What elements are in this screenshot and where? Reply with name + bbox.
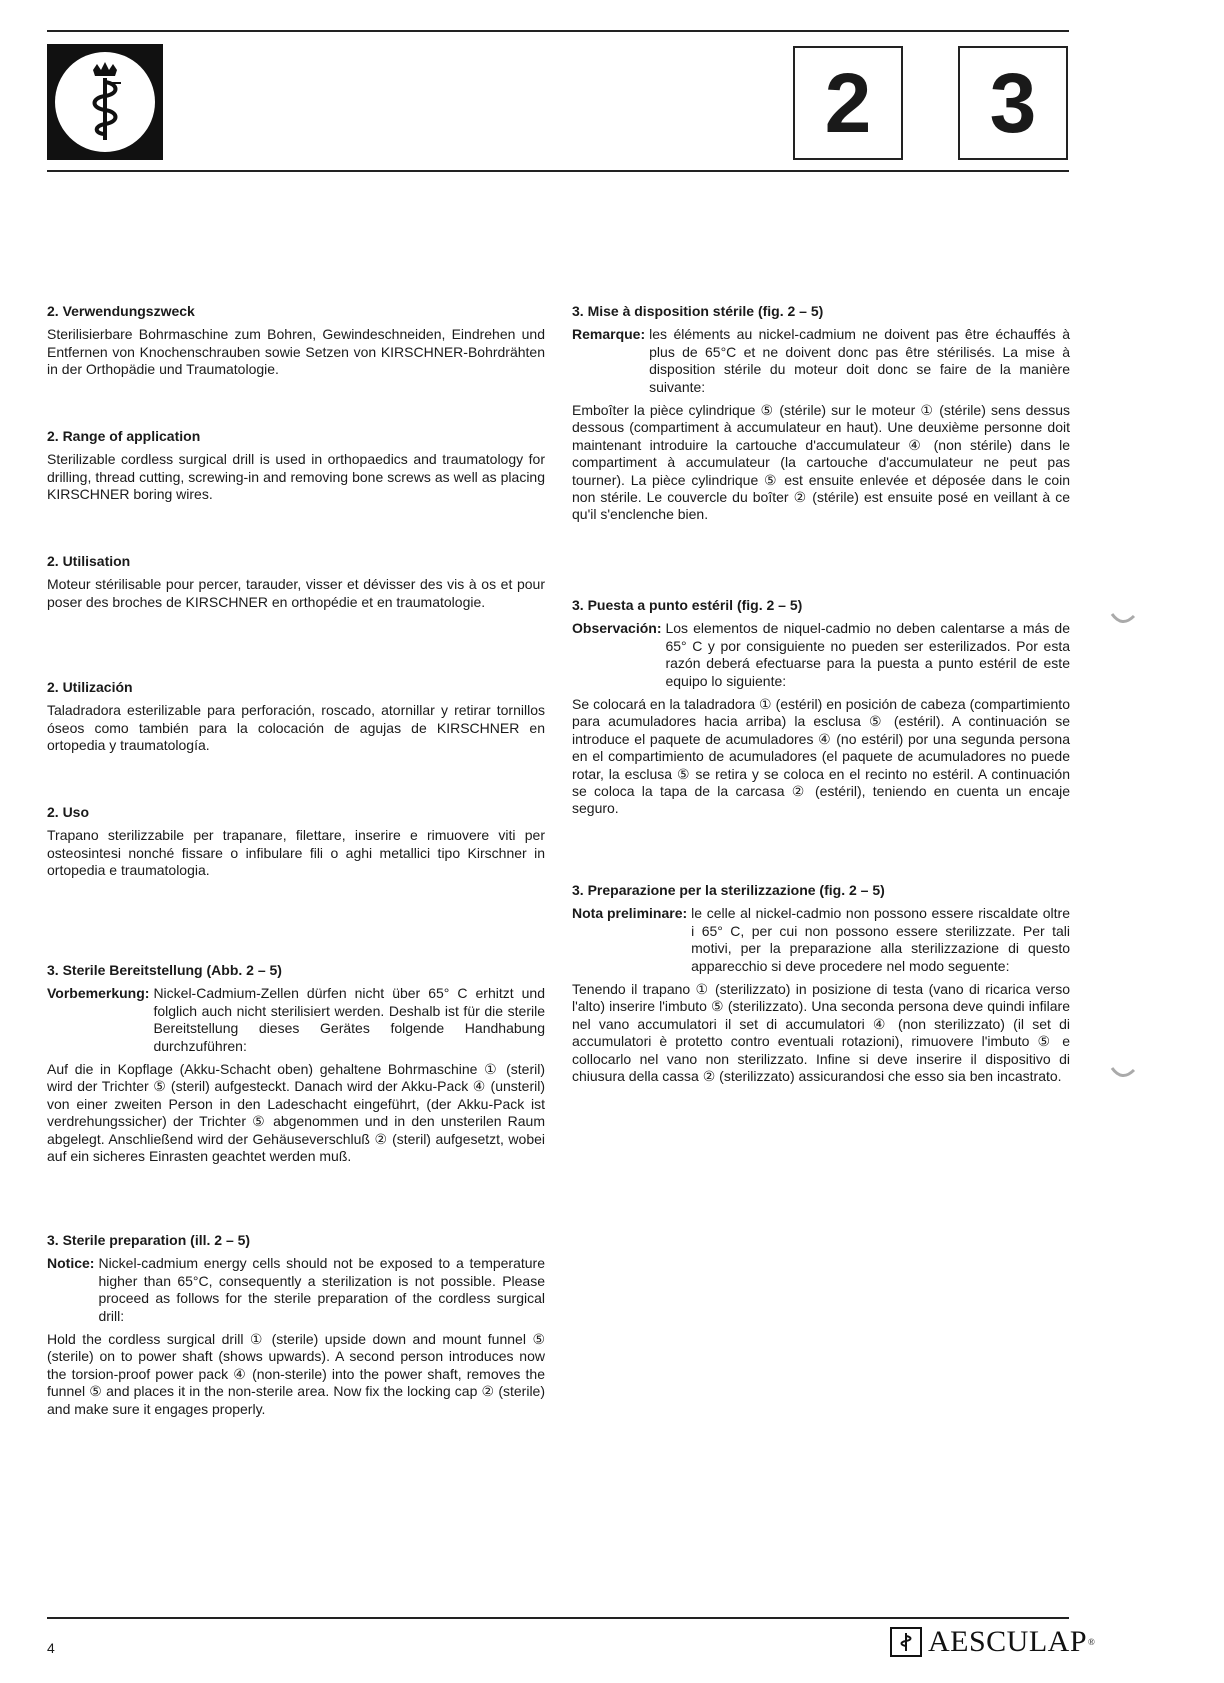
section-body: Emboîter la pièce cylindrique ⑤ (stérile) sur le moteur ① (stérile) sens dessus dessous (compartiment à accumulateur en haut). Une deuxième personne doit maintenant introduire la cartouche d'accumulateur ④ (non stérile) dans le compartiment à accumulateur (la cartouche d'accumulateur ne peut pas tourner). La pièce cylindrique ⑤ est ensuite enlevée et déposée dans le coin non stérile. Le couvercle du boîter ② (stérile) est ensuite posé en veillant à ce qu'il s'enclenche bien. [572,402,1070,523]
section-body: Moteur stérilisable pour percer, tarauder, visser et dévisser des vis à os et pour poser des broches de KIRSCHNER en orthopédie et en traumatologie. [47,576,545,610]
aesculap-emblem-logo [47,44,163,160]
section-body: Tenendo il trapano ① (sterilizzato) in posizione di testa (vano di ricarica verso l'alto) inserire l'imbuto ⑤ (sterilizzato). Una seconda persona deve quindi infilare nel vano accumulatori il set di accumulatori ④ (non sterilizzato) (il set di accumulatori è protetto contro eventuali rotazioni), rimuovere l'imbuto ⑤ e collocarlo nel vano non sterilizzato. Infine si deve inserire il dispositivo di chiusura della cassa ② (sterilizzato) assicurandosi che esso sia ben incastrato. [572,981,1070,1085]
section-title: 3. Puesta a punto estéril (fig. 2 – 5) [572,597,803,613]
note-text: Nickel-cadmium energy cells should not be exposed to a temperature higher than 65°C, consequently a sterilization is not possible. Please proceed as follows for the sterile preparation of the cordless surgical drill: [98,1255,545,1324]
note-label: Vorbemerkung: [47,985,150,1002]
aesculap-brand [890,1625,1095,1659]
section-title: 3. Sterile preparation (ill. 2 – 5) [47,1232,251,1248]
note-text: Los elementos de niquel-cadmio no deben calentarse a más de 65° C y por consiguiente no pueden ser esterilizados. Por esta razón deberá efectuarse para la puesta a punto estéril de este equipo lo siguiente: [665,620,1070,689]
note-text: le celle al nickel-cadmio non possono essere riscaldate oltre i 65° C, per cui non possono essere sterilizzate. Per tali motivi, per la preparazione alla sterilizzazione di questo apparecchio si deve procedere nel modo seguente: [691,905,1070,974]
section-body: Auf die in Kopflage (Akku-Schacht oben) gehaltene Bohrmaschine ① (steril) wird der Trichter ⑤ (steril) aufgesteckt. Danach wird der Akku-Pack ④ (unsteril) von einer zweiten Person in den Ladeschacht eingeführt, (der Akku-Pack ist verdrehungssicher) der Trichter ⑤ abgenommen und in den unsterilen Raum abgelegt. Anschließend wird der Gehäuseverschluß ② (steril) aufgesetzt, wobei auf ein sicheres Einrasten geachtet werden muß. [47,1061,545,1165]
section-title: 3. Mise à disposition stérile (fig. 2 – 5) [572,303,824,319]
header-rule [47,170,1069,172]
page-number: 4 [47,1640,55,1656]
note-block [572,620,1070,690]
footer-rule [47,1617,1069,1619]
section-box-2: 2 [793,46,903,160]
section-de-purpose [47,303,545,385]
note-block [572,326,1070,396]
staff-of-asclepius-icon [55,52,155,152]
section-title: 2. Utilisation [47,553,131,569]
punch-hole-mark-upper [1110,612,1136,628]
note-label: Notice: [47,1255,95,1272]
section-body: Sterilisierbare Bohrmaschine zum Bohren, Gewindeschneiden, Eindrehen und Entfernen von Knochenschrauben sowie Setzen von KIRSCHNER-Bohrdrähten in der Orthopädie und Traumatologie. [47,326,545,378]
section-es-sterile [572,597,1070,824]
note-label: Remarque: [572,326,646,343]
section-title: 3. Preparazione per la sterilizzazione (fig. 2 – 5) [572,882,885,898]
section-body: Hold the cordless surgical drill ① (sterile) upside down and mount funnel ⑤ (sterile) on to power shaft (shows upwards). A second person introduces now the torsion-proof power pack ④ (non-sterile) into the power shaft, removes the funnel ⑤ and places it in the non-sterile area. Now fix the locking cap ② (sterile) and make sure it engages properly. [47,1331,545,1417]
section-es-utilizacion [47,679,545,761]
note-block [572,905,1070,975]
punch-hole-mark-lower [1110,1066,1136,1082]
section-title: 3. Sterile Bereitstellung (Abb. 2 – 5) [47,962,282,978]
section-title: 2. Utilización [47,679,133,695]
section-title: 2. Uso [47,804,90,820]
note-label: Observación: [572,620,662,637]
brand-name: AESCULAP [928,1625,1088,1658]
note-text: les éléments au nickel-cadmium ne doivent pas être échauffés à plus de 65°C et ne doivent donc pas être stérilisés. La mise à disposition stérile du moteur doit donc se faire de la manière suivante: [649,326,1070,395]
aesculap-mini-logo-icon [890,1627,922,1657]
note-block [47,985,545,1055]
section-title: 2. Verwendungszweck [47,303,195,319]
section-body: Sterilizable cordless surgical drill is used in orthopaedics and traumatology for drilling, thread cutting, screwing-in and removing bone screws as well as placing KIRSCHNER boring wires. [47,451,545,503]
section-title: 2. Range of application [47,428,201,444]
section-body: Trapano sterilizzabile per trapanare, filettare, inserire e rimuovere viti per osteosintesi nonché fissare o infibulare fili o aghi metallici tipo Kirschner in ortopedia e traumatologia. [47,827,545,879]
section-it-sterile [572,882,1070,1091]
section-de-sterile [47,962,545,1171]
section-fr-sterile [572,303,1070,530]
top-rule [47,30,1069,32]
note-text: Nickel-Cadmium-Zellen dürfen nicht über 65° C erhitzt und folglich auch nicht sterilisiert werden. Deshalb ist für die sterile Bereitstellung dieses Gerätes folgende Handhabung durchzuführen: [153,985,545,1054]
section-en-sterile [47,1232,545,1424]
note-label: Nota preliminare: [572,905,688,922]
section-it-uso [47,804,545,886]
section-box-3: 3 [958,46,1068,160]
section-body: Taladradora esterilizable para perforación, roscado, atornillar y retirar tornillos óseos como también para la colocación de agujas de KIRSCHNER en ortopedia y traumatología. [47,702,545,754]
section-fr-utilisation [47,553,545,617]
registered-mark: ® [1088,1637,1096,1647]
section-en-range [47,428,545,510]
note-block [47,1255,545,1325]
section-body: Se colocará en la taladradora ① (estéril) en posición de cabeza (compartimiento para acumuladores hacia arriba) la esclusa ⑤ (estéril). A continuación se introduce el paquete de acumuladores ④ (no estéril) por una segunda persona en el compartimiento de acumuladores (el paquete de acumuladores no puede rotar, la esclusa ⑤ se retira y se coloca en el recinto no estéril. A continuación se coloca la tapa de la carcasa ② (estéril), teniendo en cuenta un encaje seguro. [572,696,1070,817]
